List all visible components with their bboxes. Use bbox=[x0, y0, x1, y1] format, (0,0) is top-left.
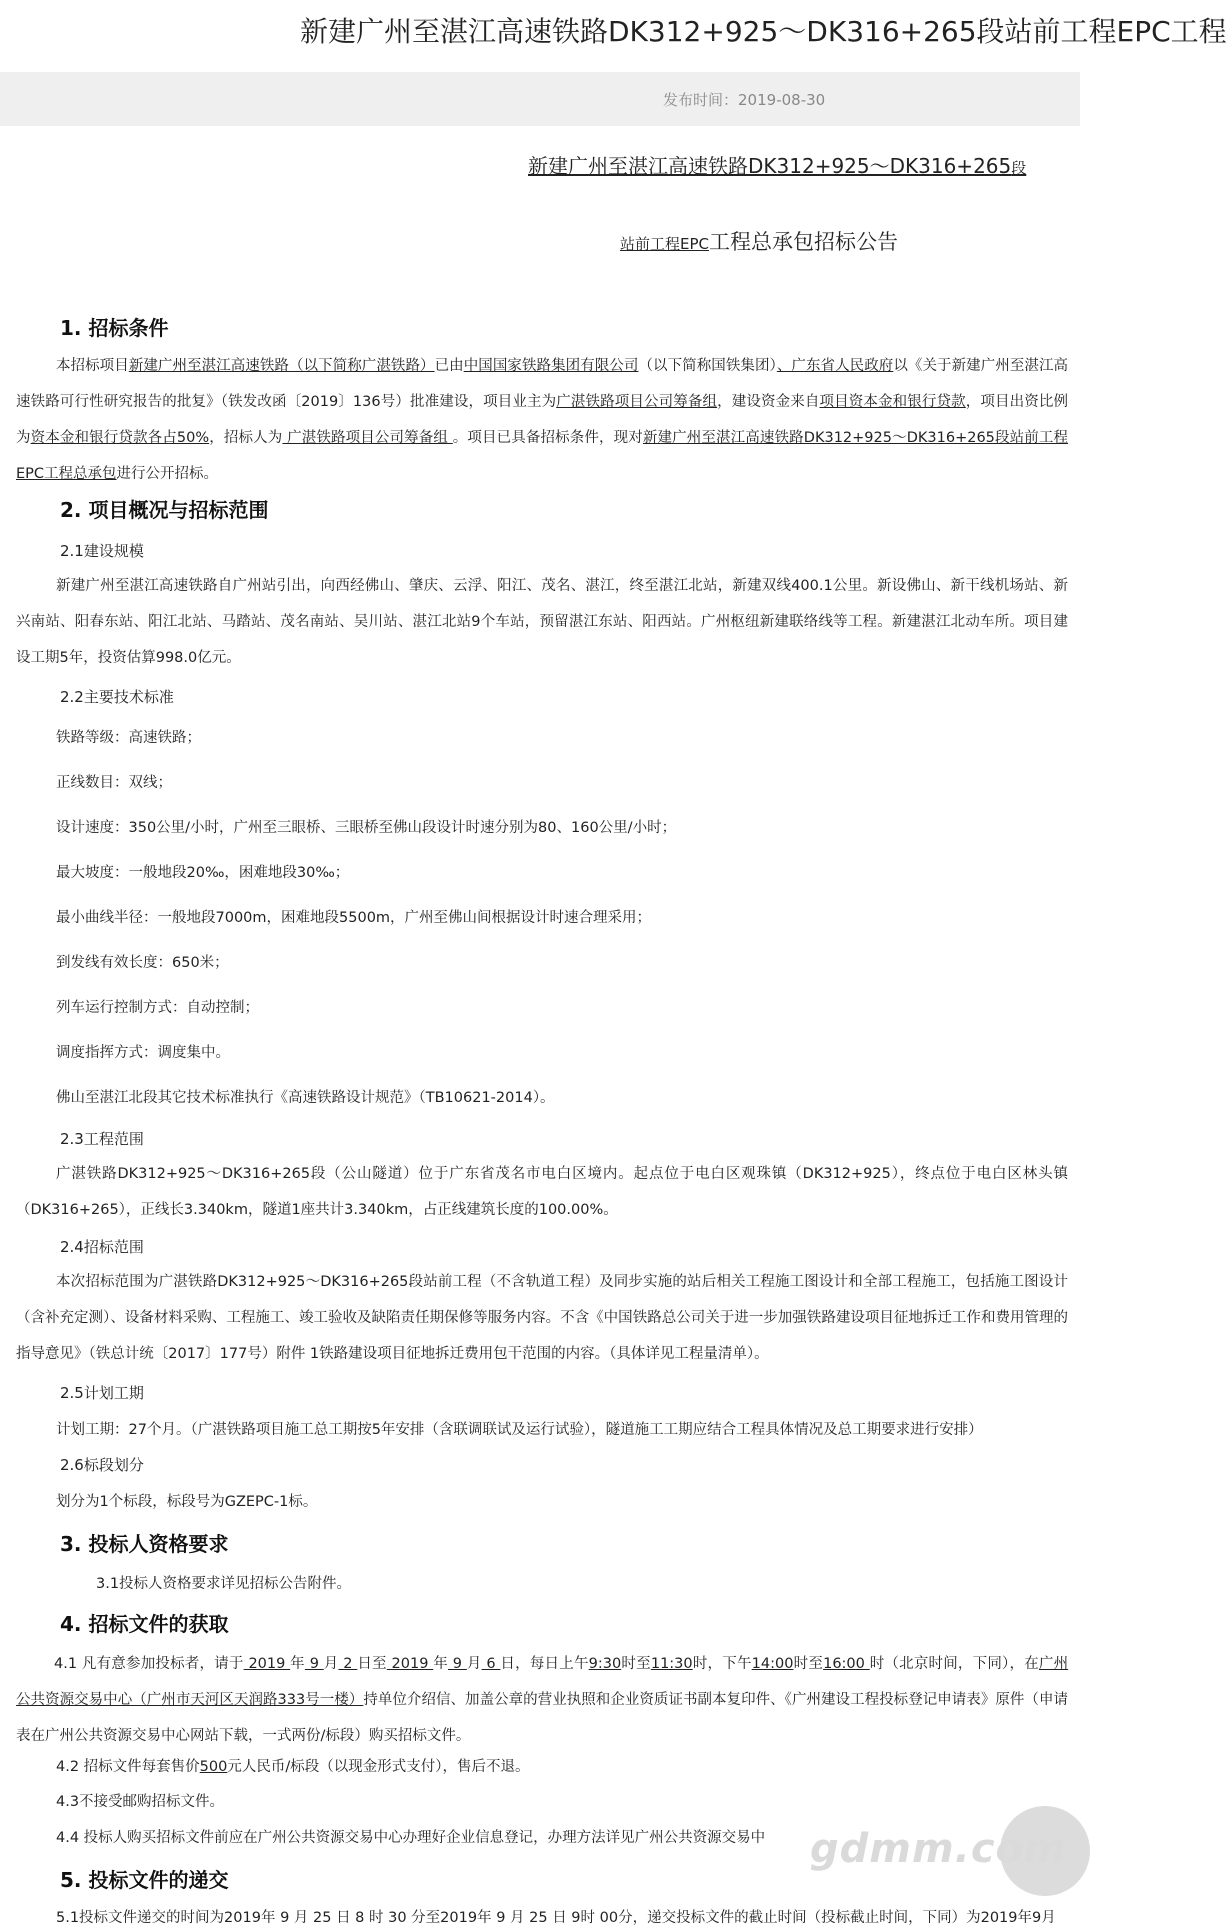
publish-label: 发布时间： bbox=[663, 91, 739, 109]
title-bar bbox=[0, 0, 1227, 72]
doc-title-line2-big: 工程总承包招标公告 bbox=[709, 230, 898, 254]
std-item: 佛山至湛江北段其它技术标准执行《高速铁路设计规范》（TB10621-2014）。 bbox=[56, 1090, 555, 1106]
paragraph-4-2: 4.2 招标文件每套售价500元人民币/标段（以现金形式支付），售后不退。 bbox=[56, 1759, 530, 1775]
section-1-heading: 1. 招标条件 bbox=[60, 316, 169, 340]
doc-title-line1 bbox=[528, 150, 1026, 179]
std-item: 正线数目：双线； bbox=[56, 775, 172, 791]
page-title: 新建广州至湛江高速铁路DK312+925～DK316+265段站前工程EPC工程 bbox=[300, 15, 1227, 48]
paragraph-2-4: 本次招标范围为广湛铁路DK312+925～DK316+265段站前工程（不含轨道工程）及同步实施的站后相关工程施工图设计和全部工程施工，包括施工图设计（含补充定测）、设备材料采购、工程施工、竣工验收及缺陷责任期保修等服务内容。不含《中国铁路总公司关于进一步加强铁路建设项目征地拆迁工作和费用管理的指导意见》（铁总计统〔2017〕177号）附件 1铁路建设项目征地拆迁费用包干范围的内容。（具体详见工程量清单）。 bbox=[16, 1274, 1068, 1362]
paragraph-2-6: 划分为1个标段，标段号为GZEPC-1标。 bbox=[56, 1494, 318, 1510]
subsection-2-3: 2.3工程范围 bbox=[60, 1130, 144, 1148]
std-item: 最大坡度：一般地段20‰，困难地段30‰； bbox=[56, 865, 350, 881]
std-item: 设计速度：350公里/小时，广州至三眼桥、三眼桥至佛山段设计时速分别为80、160公里/小时； bbox=[56, 820, 677, 836]
doc-title-line2 bbox=[620, 226, 898, 256]
watermark-logo: gdmm.com bbox=[810, 1826, 1067, 1872]
std-item: 最小曲线半径：一般地段7000m，困难地段5500m，广州至佛山间根据设计时速合理采用； bbox=[56, 910, 652, 926]
paragraph-4-3: 4.3不接受邮购招标文件。 bbox=[56, 1794, 225, 1810]
paragraph-2-5: 计划工期：27个月。（广湛铁路项目施工总工期按5年安排（含联调联试及运行试验），隧道施工工期应结合工程具体情况及总工期要求进行安排） bbox=[56, 1422, 983, 1438]
section-5-heading: 5. 投标文件的递交 bbox=[60, 1868, 229, 1892]
std-item: 列车运行控制方式：自动控制； bbox=[56, 1000, 259, 1016]
subsection-2-4: 2.4招标范围 bbox=[60, 1238, 144, 1256]
publish-time bbox=[663, 89, 825, 110]
std-item: 到发线有效长度：650米； bbox=[56, 955, 229, 971]
subsection-2-2: 2.2主要技术标准 bbox=[60, 688, 174, 706]
std-item: 调度指挥方式：调度集中。 bbox=[56, 1045, 230, 1061]
section-2-heading: 2. 项目概况与招标范围 bbox=[60, 498, 269, 522]
paragraph-4-4: 4.4 投标人购买招标文件前应在广州公共资源交易中心办理好企业信息登记，办理方法详见广州公共资源交易中 bbox=[56, 1830, 766, 1846]
publish-date: 2019-08-30 bbox=[738, 91, 826, 109]
std-item: 铁路等级：高速铁路； bbox=[56, 730, 201, 746]
paragraph-4-1: 4.1 凡有意参加投标者，请于 2019 年 9 月 2 日至 2019 年 9 月 6 日，每日上午9:30时至11:30时，下午14:00时至16:00 时（北京时间，下同），在广州公共资源交易中心（广州市天河区天润路333号一楼）持单位介绍信、加盖公章的营业执照和企业资质证书副本复印件、《广州建设工程投标登记申请表》原件（申请表在广州公共资源交易中心网站下载，一式两份/标段）购买招标文件。 bbox=[16, 1656, 1069, 1744]
subsection-2-1: 2.1建设规模 bbox=[60, 542, 144, 560]
section-1-paragraph: 本招标项目新建广州至湛江高速铁路（以下简称广湛铁路）已由中国国家铁路集团有限公司（以下简称国铁集团）、广东省人民政府以《关于新建广州至湛江高速铁路可行性研究报告的批复》（铁发改函〔2019〕136号）批准建设，项目业主为广湛铁路项目公司筹备组，建设资金来自项目资本金和银行贷款，项目出资比例为资本金和银行贷款各占50%，招标人为 广湛铁路项目公司筹备组 。项目已具备招标条件，现对新建广州至湛江高速铁路DK312+925～DK316+265段站前工程EPC工程总承包进行公开招标。 bbox=[16, 358, 1069, 482]
subsection-2-5: 2.5计划工期 bbox=[60, 1384, 144, 1402]
doc-title-line1-small: 段 bbox=[1011, 159, 1027, 177]
paragraph-2-3: 广湛铁路DK312+925～DK316+265段（公山隧道）位于广东省茂名市电白区境内。起点位于电白区观珠镇（DK312+925），终点位于电白区林头镇（DK316+265），正线长3.340km，隧道1座共计3.340km，占正线建筑长度的100.00%。 bbox=[16, 1166, 1068, 1218]
paragraph-2-1: 新建广州至湛江高速铁路自广州站引出，向西经佛山、肇庆、云浮、阳江、茂名、湛江，终至湛江北站，新建双线400.1公里。新设佛山、新干线机场站、新兴南站、阳春东站、阳江北站、马踏站、茂名南站、吴川站、湛江北站9个车站，预留湛江东站、阳西站。广州枢纽新建联络线等工程。新建湛江北动车所。项目建设工期5年，投资估算998.0亿元。 bbox=[16, 578, 1068, 666]
paragraph-5-1: 5.1投标文件递交的时间为2019年 9 月 25 日 8 时 30 分至2019年 9 月 25 日 9时 00分，递交投标文件的截止时间（投标截止时间，下同）为2019年9月 bbox=[56, 1910, 1056, 1926]
paragraph-3-1: 3.1投标人资格要求详见招标公告附件。 bbox=[96, 1576, 352, 1592]
doc-title-line2-small: 站前工程EPC bbox=[620, 235, 709, 253]
meta-bar bbox=[0, 72, 1080, 126]
subsection-2-6: 2.6标段划分 bbox=[60, 1456, 144, 1474]
doc-title-line1-main: 新建广州至湛江高速铁路DK312+925～DK316+265 bbox=[528, 154, 1012, 178]
section-4-heading: 4. 招标文件的获取 bbox=[60, 1612, 229, 1636]
section-3-heading: 3. 投标人资格要求 bbox=[60, 1532, 229, 1556]
